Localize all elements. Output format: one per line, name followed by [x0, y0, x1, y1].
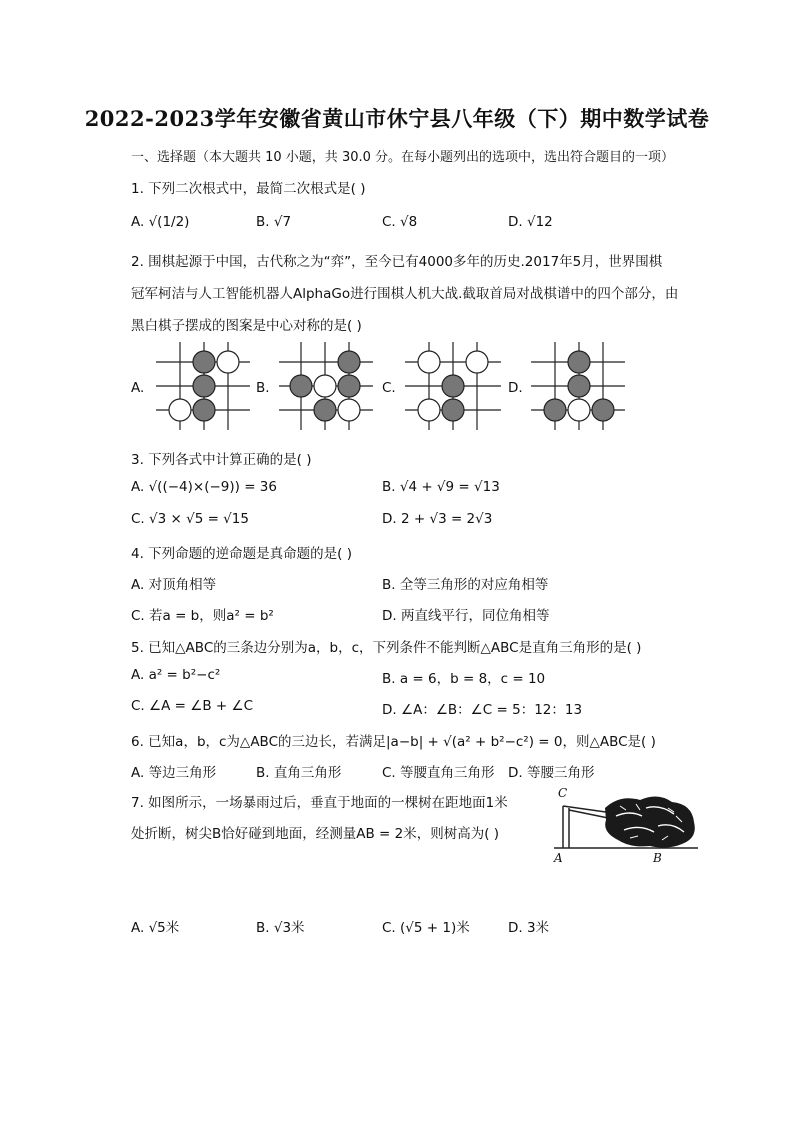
q4-option-d: D. 两直线平行，同位角相等: [382, 608, 550, 624]
q7-stem-line1: 7. 如图所示，一场暴雨过后，垂直于地面的一棵树在距地面1米: [131, 795, 508, 811]
q6-option-b: B. 直角三角形: [256, 765, 342, 781]
label-a: A: [554, 851, 563, 865]
q5-option-a: A. a² = b²−c²: [131, 667, 221, 683]
q5-option-d: D. ∠A：∠B：∠C = 5：12：13: [382, 702, 583, 718]
go-board-a: [152, 342, 252, 432]
q3-option-d: D. 2 + √3 = 2√3: [382, 511, 493, 527]
q1-option-c: C. √8: [382, 214, 418, 230]
q3-stem: 3. 下列各式中计算正确的是( ): [131, 452, 312, 468]
q7-option-b: B. √3米: [256, 920, 305, 936]
q2-option-a: A.: [131, 380, 145, 396]
q2-option-d: D.: [508, 380, 523, 396]
label-b: B: [653, 851, 662, 865]
section-heading: 一、选择题（本大题共 10 小题，共 30.0 分。在每小题列出的选项中，选出符合题目的一项）: [131, 150, 675, 165]
q4-option-c: C. 若a = b，则a² = b²: [131, 608, 274, 624]
q4-stem: 4. 下列命题的逆命题是真命题的是( ): [131, 546, 352, 562]
q1-option-a: A. √(1/2): [131, 214, 190, 230]
q7-option-d: D. 3米: [508, 920, 550, 936]
q3-option-c: C. √3 × √5 = √15: [131, 511, 249, 527]
q7-stem-line2: 处折断，树尖B恰好碰到地面，经测量AB = 2米，则树高为( ): [131, 826, 500, 842]
q6-option-a: A. 等边三角形: [131, 765, 217, 781]
page-title: 2022-2023学年安徽省黄山市休宁县八年级（下）期中数学试卷: [84, 106, 710, 131]
q3-option-b: B. √4 + √9 = √13: [382, 479, 500, 495]
broken-tree-figure: [550, 786, 700, 868]
q4-option-b: B. 全等三角形的对应角相等: [382, 577, 549, 593]
q7-option-c: C. (√5 + 1)米: [382, 920, 470, 936]
q2-option-c: C.: [382, 380, 396, 396]
go-board-c: [403, 342, 503, 432]
go-board-d: [529, 342, 629, 432]
q5-option-c: C. ∠A = ∠B + ∠C: [131, 698, 254, 714]
q2-stem-line2: 冠军柯洁与人工智能机器人AlphaGo进行围棋人机大战.截取首局对战棋谱中的四个部分，由: [131, 286, 679, 302]
q6-option-d: D. 等腰三角形: [508, 765, 595, 781]
q3-option-a: A. √((−4)×(−9)) = 36: [131, 479, 277, 495]
q2-option-b: B.: [256, 380, 270, 396]
label-c: C: [558, 786, 568, 800]
go-board-b: [277, 342, 377, 432]
q1-option-d: D. √12: [508, 214, 553, 230]
q2-stem-line1: 2. 围棋起源于中国，古代称之为“弈”，至今已有4000多年的历史.2017年5月，世界围棋: [131, 254, 663, 270]
q6-stem: 6. 已知a，b，c为△ABC的三边长，若满足|a−b| + √(a² + b²−c²) = 0，则△ABC是( ): [131, 734, 656, 750]
q7-option-a: A. √5米: [131, 920, 180, 936]
q5-option-b: B. a = 6，b = 8，c = 10: [382, 671, 546, 687]
q1-stem: 1. 下列二次根式中，最简二次根式是( ): [131, 181, 366, 197]
q2-stem-line3: 黑白棋子摆成的图案是中心对称的是( ): [131, 318, 362, 334]
q4-option-a: A. 对顶角相等: [131, 577, 217, 593]
q6-option-c: C. 等腰直角三角形: [382, 765, 495, 781]
q1-option-b: B. √7: [256, 214, 292, 230]
q5-stem: 5. 已知△ABC的三条边分别为a，b，c，下列条件不能判断△ABC是直角三角形的是( ): [131, 640, 642, 656]
